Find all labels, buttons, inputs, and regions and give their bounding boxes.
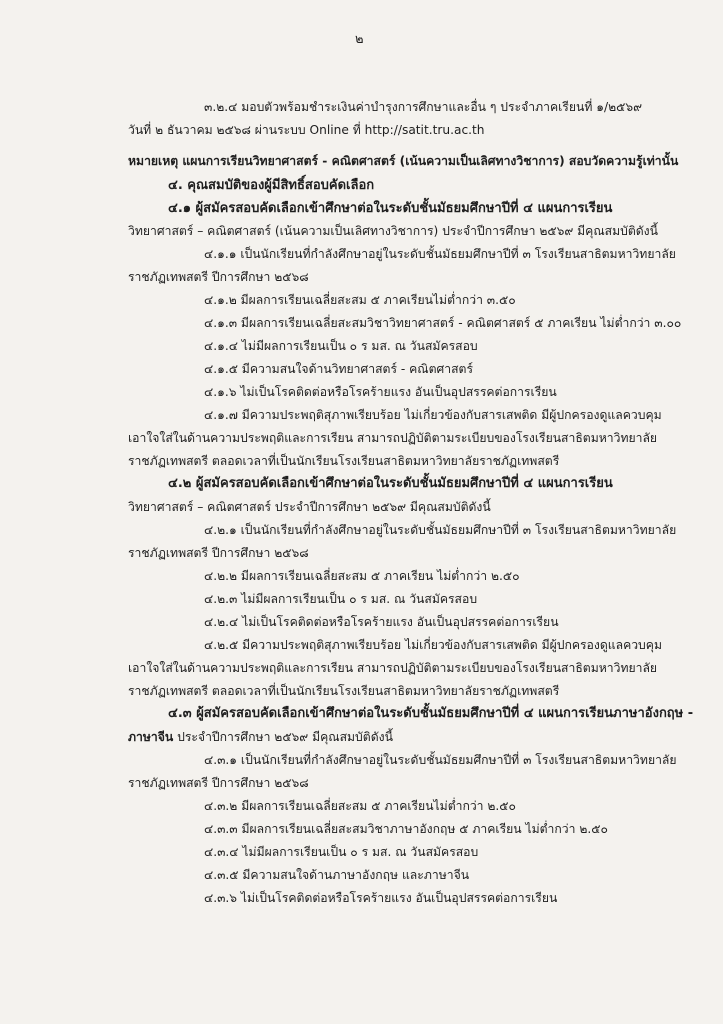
text-line: ราชภัฏเทพสตรี ตลอดเวลาที่เป็นนักเรียนโรงเรียนสาธิตมหาวิทยาลัยราชภัฏเทพสตรี <box>128 684 560 698</box>
text-line: เอาใจใส่ในด้านความประพฤติและการเรียน สามารถปฏิบัติตามระเบียบของโรงเรียนสาธิตมหาวิทยาลัย <box>128 431 658 445</box>
text-line: ๔.๑.๕ มีความสนใจด้านวิทยาศาสตร์ - คณิตศาสตร์ <box>204 362 474 376</box>
subsection-heading: ๔.๓ ผู้สมัครสอบคัดเลือกเข้าศึกษาต่อในระดับชั้นมัธยมศึกษาปีที่ ๔ แผนการเรียนภาษาอังกฤษ - <box>168 706 694 721</box>
text-line: ๔.๓.๕ มีความสนใจด้านภาษาอังกฤษ และภาษาจีน <box>204 868 470 882</box>
text-line: ๔.๒.๔ ไม่เป็นโรคติดต่อหรือโรคร้ายแรง อันเป็นอุปสรรคต่อการเรียน <box>204 615 559 629</box>
text-line: ๔.๑.๒ มีผลการเรียนเฉลี่ยสะสม ๕ ภาคเรียนไม่ต่ำกว่า ๓.๕๐ <box>204 293 516 307</box>
text-line: ๔.๓.๔ ไม่มีผลการเรียนเป็น ๐ ร มส. ณ วันสมัครสอบ <box>204 845 479 859</box>
text-line: ๔.๓.๓ มีผลการเรียนเฉลี่ยสะสมวิชาภาษาอังกฤษ ๕ ภาคเรียน ไม่ต่ำกว่า ๒.๕๐ <box>204 822 608 836</box>
text-line: ๔.๑.๖ ไม่เป็นโรคติดต่อหรือโรคร้ายแรง อันเป็นอุปสรรคต่อการเรียน <box>204 385 557 399</box>
subsection-heading: ๔.๑ ผู้สมัครสอบคัดเลือกเข้าศึกษาต่อในระดับชั้นมัธยมศึกษาปีที่ ๔ แผนการเรียน <box>168 201 613 216</box>
text-line: ราชภัฏเทพสตรี ปีการศึกษา ๒๕๖๘ <box>128 776 309 790</box>
text-line: วิทยาศาสตร์ – คณิตศาสตร์ ประจำปีการศึกษา ๒๕๖๙ มีคุณสมบัติดังนี้ <box>128 500 491 514</box>
text-line: ราชภัฏเทพสตรี ปีการศึกษา ๒๕๖๘ <box>128 270 309 284</box>
text-line: ๓.๒.๔ มอบตัวพร้อมชำระเงินค่าบำรุงการศึกษาและอื่น ๆ ประจำภาคเรียนที่ ๑/๒๕๖๙ <box>204 100 642 114</box>
text-line: ๔.๒.๓ ไม่มีผลการเรียนเป็น ๐ ร มส. ณ วันสมัครสอบ <box>204 592 478 606</box>
section-heading: ๔. คุณสมบัติของผู้มีสิทธิ์สอบคัดเลือก <box>168 178 375 193</box>
text-line: ๔.๒.๒ มีผลการเรียนเฉลี่ยสะสม ๕ ภาคเรียน ไม่ต่ำกว่า ๒.๕๐ <box>204 569 520 583</box>
text-line: ๔.๒.๕ มีความประพฤติสุภาพเรียบร้อย ไม่เกี่ยวข้องกับสารเสพติด มีผู้ปกครองดูแลควบคุม <box>204 638 662 652</box>
text-line: ๔.๒.๑ เป็นนักเรียนที่กำลังศึกษาอยู่ในระดับชั้นมัธยมศึกษาปีที่ ๓ โรงเรียนสาธิตมหาวิทยาลัย <box>204 523 677 537</box>
subsection-heading: ๔.๒ ผู้สมัครสอบคัดเลือกเข้าศึกษาต่อในระดับชั้นมัธยมศึกษาปีที่ ๔ แผนการเรียน <box>168 476 613 491</box>
text-line: ๔.๑.๔ ไม่มีผลการเรียนเป็น ๐ ร มส. ณ วันสมัครสอบ <box>204 339 478 353</box>
note-line: หมายเหตุ แผนการเรียนวิทยาศาสตร์ - คณิตศาสตร์ (เน้นความเป็นเลิศทางวิชาการ) สอบวัดความรู้เท่านั้น <box>128 154 679 168</box>
text-line: ๔.๑.๓ มีผลการเรียนเฉลี่ยสะสมวิชาวิทยาศาสตร์ - คณิตศาสตร์ ๕ ภาคเรียน ไม่ต่ำกว่า ๓.๐๐ <box>204 316 682 330</box>
text-line: ๔.๓.๒ มีผลการเรียนเฉลี่ยสะสม ๕ ภาคเรียนไม่ต่ำกว่า ๒.๕๐ <box>204 799 516 813</box>
text-line: วันที่ ๒ ธันวาคม ๒๕๖๘ ผ่านระบบ Online ที่ http://satit.tru.ac.th <box>128 123 485 137</box>
text-line: ภาษาจีน ประจำปีการศึกษา ๒๕๖๙ มีคุณสมบัติดังนี้ <box>128 730 393 744</box>
text-line: ๔.๑.๑ เป็นนักเรียนที่กำลังศึกษาอยู่ในระดับชั้นมัธยมศึกษาปีที่ ๓ โรงเรียนสาธิตมหาวิทยาลัย <box>204 247 676 261</box>
text-line: ๔.๓.๑ เป็นนักเรียนที่กำลังศึกษาอยู่ในระดับชั้นมัธยมศึกษาปีที่ ๓ โรงเรียนสาธิตมหาวิทยาลัย <box>204 753 677 767</box>
text-line: ราชภัฏเทพสตรี ปีการศึกษา ๒๕๖๘ <box>128 546 309 560</box>
text-line: วิทยาศาสตร์ – คณิตศาสตร์ (เน้นความเป็นเลิศทางวิชาการ) ประจำปีการศึกษา ๒๕๖๙ มีคุณสมบัติดังนี้ <box>128 224 658 238</box>
text-line: เอาใจใส่ในด้านความประพฤติและการเรียน สามารถปฏิบัติตามระเบียบของโรงเรียนสาธิตมหาวิทยาลัย <box>128 661 658 675</box>
text-line: ๔.๓.๖ ไม่เป็นโรคติดต่อหรือโรคร้ายแรง อันเป็นอุปสรรคต่อการเรียน <box>204 891 558 905</box>
page-number: ๒ <box>355 32 364 47</box>
text-line: ราชภัฏเทพสตรี ตลอดเวลาที่เป็นนักเรียนโรงเรียนสาธิตมหาวิทยาลัยราชภัฏเทพสตรี <box>128 454 560 468</box>
text-line: ๔.๑.๗ มีความประพฤติสุภาพเรียบร้อย ไม่เกี่ยวข้องกับสารเสพติด มีผู้ปกครองดูแลควบคุม <box>204 408 662 422</box>
